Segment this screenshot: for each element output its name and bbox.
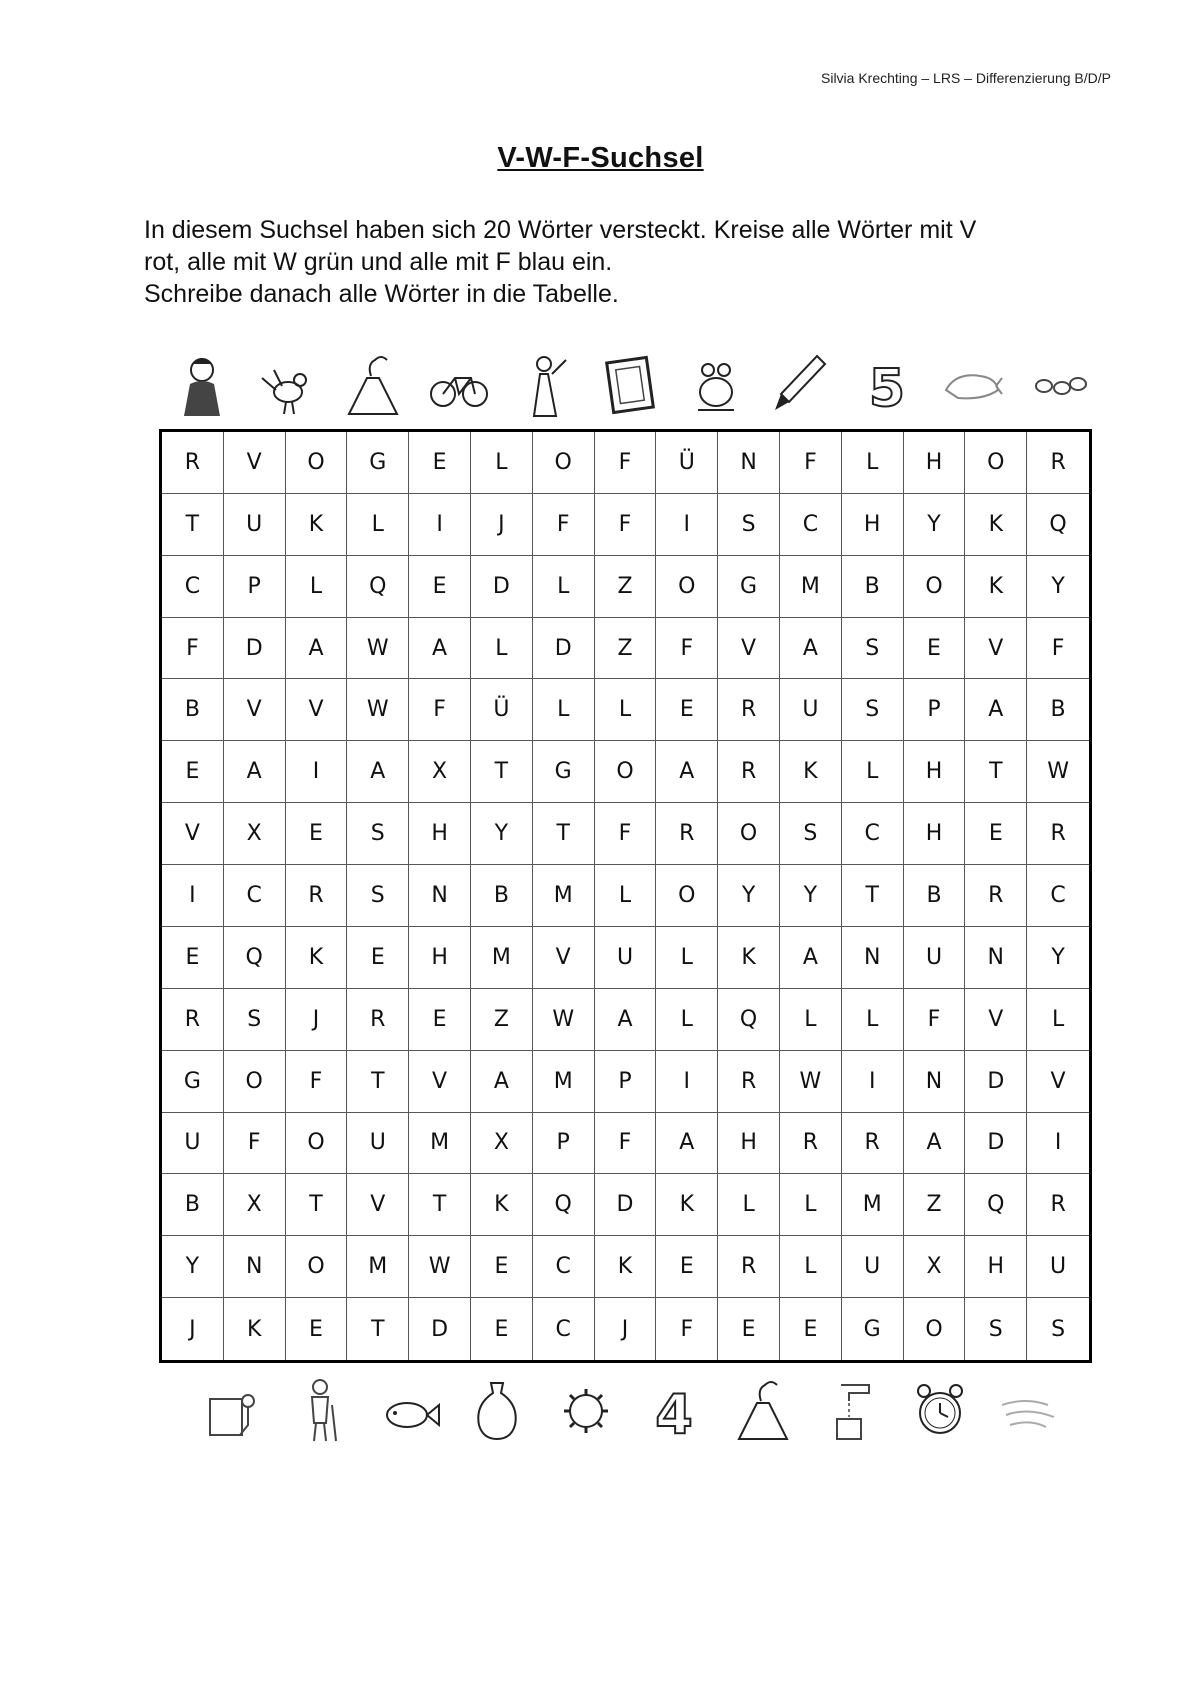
grid-cell: M (409, 1113, 471, 1175)
grid-cell: E (965, 803, 1027, 865)
grid-cell: U (780, 679, 842, 741)
grid-cell: R (286, 865, 348, 927)
grid-cell: I (842, 1051, 904, 1113)
grid-cell: C (780, 494, 842, 556)
grid-cell: X (904, 1236, 966, 1298)
grid-cell: M (347, 1236, 409, 1298)
grid-cell: G (533, 741, 595, 803)
grid-cell: L (718, 1174, 780, 1236)
grid-cell: S (780, 803, 842, 865)
whale-icon (940, 350, 1004, 420)
grid-cell: I (656, 1051, 718, 1113)
grid-cell: L (842, 741, 904, 803)
volcano-icon (341, 350, 405, 420)
grid-cell: O (286, 432, 348, 494)
grid-cell: Y (904, 494, 966, 556)
grid-cell: F (286, 1051, 348, 1113)
grid-cell: T (409, 1174, 471, 1236)
grandfather-icon (288, 1375, 352, 1445)
grid-cell: U (1027, 1236, 1089, 1298)
grid-cell: E (286, 1298, 348, 1360)
grid-cell: A (656, 1113, 718, 1175)
grid-cell: L (842, 432, 904, 494)
grid-cell: V (965, 989, 1027, 1051)
grid-cell: F (224, 1113, 286, 1175)
bottom-picture-row (200, 1370, 1060, 1450)
grid-cell: K (656, 1174, 718, 1236)
grid-cell: D (965, 1051, 1027, 1113)
grid-cell: W (533, 989, 595, 1051)
grid-cell: F (595, 1113, 657, 1175)
grid-cell: L (595, 679, 657, 741)
word-search-grid (159, 429, 1092, 1363)
grid-cell: A (347, 741, 409, 803)
bicycle-icon (427, 350, 491, 420)
grid-cell: V (224, 432, 286, 494)
grid-cell: G (162, 1051, 224, 1113)
grid-cell: F (595, 494, 657, 556)
grid-cell: I (1027, 1113, 1089, 1175)
grid-cell: D (471, 556, 533, 618)
grid-cell: O (224, 1051, 286, 1113)
grid-cell: U (347, 1113, 409, 1175)
grid-cell: N (224, 1236, 286, 1298)
grid-cell: C (1027, 865, 1089, 927)
grid-cell: O (286, 1236, 348, 1298)
grid-cell: F (162, 618, 224, 680)
grid-cell: O (656, 865, 718, 927)
grid-cell: B (904, 865, 966, 927)
grid-cell: Y (1027, 927, 1089, 989)
grid-cell: N (718, 432, 780, 494)
instruction-line-2: rot, alle mit W grün und alle mit F blau ein. (144, 248, 613, 276)
grid-cell: Z (904, 1174, 966, 1236)
grid-cell: J (471, 494, 533, 556)
grid-cell: A (656, 741, 718, 803)
grid-cell: M (780, 556, 842, 618)
grid-cell: L (347, 494, 409, 556)
grid-cell: A (780, 927, 842, 989)
grid-cell: A (224, 741, 286, 803)
grid-cell: T (533, 803, 595, 865)
grid-cell: K (286, 927, 348, 989)
grid-cell: B (471, 865, 533, 927)
grid-cell: B (162, 1174, 224, 1236)
grid-cell: H (904, 741, 966, 803)
grid-cell: A (904, 1113, 966, 1175)
grid-cell: E (904, 618, 966, 680)
grid-cell: L (595, 865, 657, 927)
grid-cell: I (656, 494, 718, 556)
grid-cell: G (842, 1298, 904, 1360)
grid-cell: E (286, 803, 348, 865)
grid-cell: W (347, 679, 409, 741)
alarm-clock-icon (908, 1375, 972, 1445)
wind-icon (996, 1375, 1060, 1445)
grid-cell: V (718, 618, 780, 680)
grid-cell: E (656, 679, 718, 741)
grid-cell: F (595, 432, 657, 494)
grid-cell: R (965, 865, 1027, 927)
grid-cell: N (409, 865, 471, 927)
grid-cell: U (224, 494, 286, 556)
grid-cell: R (1027, 803, 1089, 865)
author-note: Silvia Krechting – LRS – Differenzierung B/D/P (821, 70, 1111, 86)
grid-cell: O (286, 1113, 348, 1175)
grid-cell: O (656, 556, 718, 618)
grid-cell: K (595, 1236, 657, 1298)
grid-cell: S (1051, 1316, 1066, 1342)
grid-cell: H (718, 1113, 780, 1175)
grid-cell: I (409, 494, 471, 556)
grid-cell: K (471, 1174, 533, 1236)
grid-cell: W (347, 618, 409, 680)
svg-text:5: 5 (868, 359, 905, 419)
grid-cell: Q (1027, 494, 1089, 556)
instructions (144, 214, 1104, 310)
grid-cell: A (780, 618, 842, 680)
virus-icon (554, 1375, 618, 1445)
grid-cell: V (286, 679, 348, 741)
grid-cell: M (471, 927, 533, 989)
grid-cell: R (718, 741, 780, 803)
grid-cell: T (471, 741, 533, 803)
grid-cell: Q (533, 1174, 595, 1236)
grid-cell: L (842, 989, 904, 1051)
grid-cell: S (965, 1298, 1027, 1360)
grid-cell: N (842, 927, 904, 989)
grid-cell: F (409, 679, 471, 741)
grid-cell: X (224, 1174, 286, 1236)
grid-cell: U (162, 1113, 224, 1175)
grid-cell: Y (718, 865, 780, 927)
grid-cell: T (347, 1298, 409, 1360)
grid-cell: E (409, 989, 471, 1051)
fountain-pen-icon (769, 350, 833, 420)
grid-cell: Q (718, 989, 780, 1051)
svg-text:4: 4 (655, 1383, 693, 1445)
grid-cell: H (409, 803, 471, 865)
grid-cell: W (409, 1236, 471, 1298)
grid-cell: H (842, 494, 904, 556)
grid-cell: K (965, 556, 1027, 618)
grid-cell: E (347, 927, 409, 989)
grid-cell: C (533, 1236, 595, 1298)
grid-cell: B (842, 556, 904, 618)
grid-cell: E (656, 1236, 718, 1298)
grid-cell: U (842, 1236, 904, 1298)
grid-cell: S (842, 679, 904, 741)
grid-cell: E (718, 1298, 780, 1360)
grid-cell: Y (780, 865, 842, 927)
grid-cell: F (1027, 618, 1089, 680)
grid-cell: R (718, 1236, 780, 1298)
grid-cell: M (533, 865, 595, 927)
picture-frame-icon (598, 350, 662, 420)
grid-cell: K (286, 494, 348, 556)
grid-cell: E (409, 432, 471, 494)
grid-cell: H (965, 1236, 1027, 1298)
grid-cell: K (780, 741, 842, 803)
grid-cell: L (656, 989, 718, 1051)
grid-cell: F (656, 1298, 718, 1360)
grid-cell: V (224, 679, 286, 741)
grid-cell: X (471, 1113, 533, 1175)
grid-cell: G (718, 556, 780, 618)
grid-cell: E (471, 1236, 533, 1298)
grid-cell: S (842, 618, 904, 680)
grid-cell: R (1027, 432, 1089, 494)
grid-cell: J (595, 1298, 657, 1360)
grid-cell: B (162, 679, 224, 741)
grid-cell: D (224, 618, 286, 680)
grid-cell: U (595, 927, 657, 989)
grid-cell: E (162, 927, 224, 989)
grid-cell: V (162, 803, 224, 865)
grid-cell: B (1027, 679, 1089, 741)
grid-cell: S (347, 865, 409, 927)
grid-cell: Y (1027, 556, 1089, 618)
grid-cell: T (842, 865, 904, 927)
grid-cell: M (533, 1051, 595, 1113)
grid-cell: V (1027, 1051, 1089, 1113)
grid-cell: E (162, 741, 224, 803)
grid-cell: Ü (656, 432, 718, 494)
grid-cell: K (965, 494, 1027, 556)
grid-cell: H (904, 803, 966, 865)
grid-cell: L (1027, 989, 1089, 1051)
grid-cell: T (286, 1174, 348, 1236)
grid-cell: E (471, 1298, 533, 1360)
grid-cell: Z (595, 618, 657, 680)
grid-cell: L (780, 1236, 842, 1298)
grid-cell: J (162, 1298, 224, 1360)
grid-cell: A (286, 618, 348, 680)
grid-cell: O (533, 432, 595, 494)
grid-cell: X (224, 803, 286, 865)
number-four-icon (642, 1375, 706, 1445)
grid-cell: F (780, 432, 842, 494)
grid-cell: W (780, 1051, 842, 1113)
grid-cell: F (656, 618, 718, 680)
grid-cell: H (904, 432, 966, 494)
water-tap-icon (819, 1375, 883, 1445)
frog-icon (684, 350, 748, 420)
grid-cell: V (409, 1051, 471, 1113)
grid-cell: Q (965, 1174, 1027, 1236)
grid-cell: Y (471, 803, 533, 865)
grid-cell: D (965, 1113, 1027, 1175)
grid-cell: Z (471, 989, 533, 1051)
grid-cell: O (904, 556, 966, 618)
grid-cell: T (965, 741, 1027, 803)
grid-cell: R (162, 989, 224, 1051)
grid-cell: T (162, 494, 224, 556)
grid-cell: R (1027, 1174, 1089, 1236)
grid-cell: V (965, 618, 1027, 680)
grid-cell: P (595, 1051, 657, 1113)
piano-player-icon (200, 1375, 264, 1445)
volcano-icon (731, 1375, 795, 1445)
grid-cell: M (842, 1174, 904, 1236)
grid-cell: L (286, 556, 348, 618)
grid-cell: C (842, 803, 904, 865)
grid-cell: R (656, 803, 718, 865)
number-five-icon (855, 350, 919, 420)
grid-cell: C (533, 1298, 595, 1360)
grid-cell: Y (162, 1236, 224, 1298)
bird-icon (256, 350, 320, 420)
grid-cell: S (718, 494, 780, 556)
grid-cell: R (718, 679, 780, 741)
grid-cell: C (224, 865, 286, 927)
grid-cell: Z (595, 556, 657, 618)
grid-cell: R (162, 432, 224, 494)
grid-cell: A (409, 618, 471, 680)
grid-cell: P (533, 1113, 595, 1175)
grid-cell: L (780, 989, 842, 1051)
grid-cell: V (347, 1174, 409, 1236)
grid-cell: C (162, 556, 224, 618)
grid-cell: E (780, 1298, 842, 1360)
grid-cell: A (965, 679, 1027, 741)
grid-cell: Q (224, 927, 286, 989)
vampire-icon (170, 350, 234, 420)
grid-cell: I (286, 741, 348, 803)
grid-cell: G (347, 432, 409, 494)
grid-cell: V (533, 927, 595, 989)
grid-cell: K (718, 927, 780, 989)
fairy-icon (512, 350, 576, 420)
grid-cell: R (347, 989, 409, 1051)
grid-cell: L (533, 679, 595, 741)
grid-cell: R (780, 1113, 842, 1175)
grid-cell: O (718, 803, 780, 865)
grid-cell: W (1027, 741, 1089, 803)
grid-cell: E (409, 556, 471, 618)
grid-cell: S (224, 989, 286, 1051)
grid-cell: F (904, 989, 966, 1051)
grid-cell: R (842, 1113, 904, 1175)
grid-cell: L (471, 618, 533, 680)
instruction-line-1: In diesem Suchsel haben sich 20 Wörter versteckt. Kreise alle Wörter mit V (144, 216, 977, 244)
grid-cell: R (718, 1051, 780, 1113)
grid-cell: Q (347, 556, 409, 618)
grid-cell: P (224, 556, 286, 618)
grid-cell: L (656, 927, 718, 989)
grid-cell: K (224, 1298, 286, 1360)
grid-cell: L (533, 556, 595, 618)
grid-cell: D (533, 618, 595, 680)
grid-cell: I (162, 865, 224, 927)
page-title: V-W-F-Suchsel (497, 142, 704, 174)
top-picture-row (170, 345, 1090, 425)
grid-cell: S (347, 803, 409, 865)
grid-cell: L (471, 432, 533, 494)
grid-cell: H (409, 927, 471, 989)
instruction-line-3: Schreibe danach alle Wörter in die Tabelle. (144, 280, 619, 308)
grid-cell: O (904, 1298, 966, 1360)
grid-cell: N (965, 927, 1027, 989)
grid-cell: A (471, 1051, 533, 1113)
grid-cell: J (286, 989, 348, 1051)
grid-cell: A (595, 989, 657, 1051)
grid-cell: U (904, 927, 966, 989)
grid-cell: X (409, 741, 471, 803)
grid-cell: N (904, 1051, 966, 1113)
grid-cell: P (904, 679, 966, 741)
grid-cell: O (965, 432, 1027, 494)
vase-icon (465, 1375, 529, 1445)
grid-cell: T (347, 1051, 409, 1113)
grid-cell: D (595, 1174, 657, 1236)
fish-icon (377, 1375, 441, 1445)
grid-cell: D (409, 1298, 471, 1360)
grid-cell: L (780, 1174, 842, 1236)
grid-cell: F (595, 803, 657, 865)
grid-cell: O (595, 741, 657, 803)
grid-cell: Ü (471, 679, 533, 741)
grid-cell: F (533, 494, 595, 556)
bugs-icon (1026, 350, 1090, 420)
